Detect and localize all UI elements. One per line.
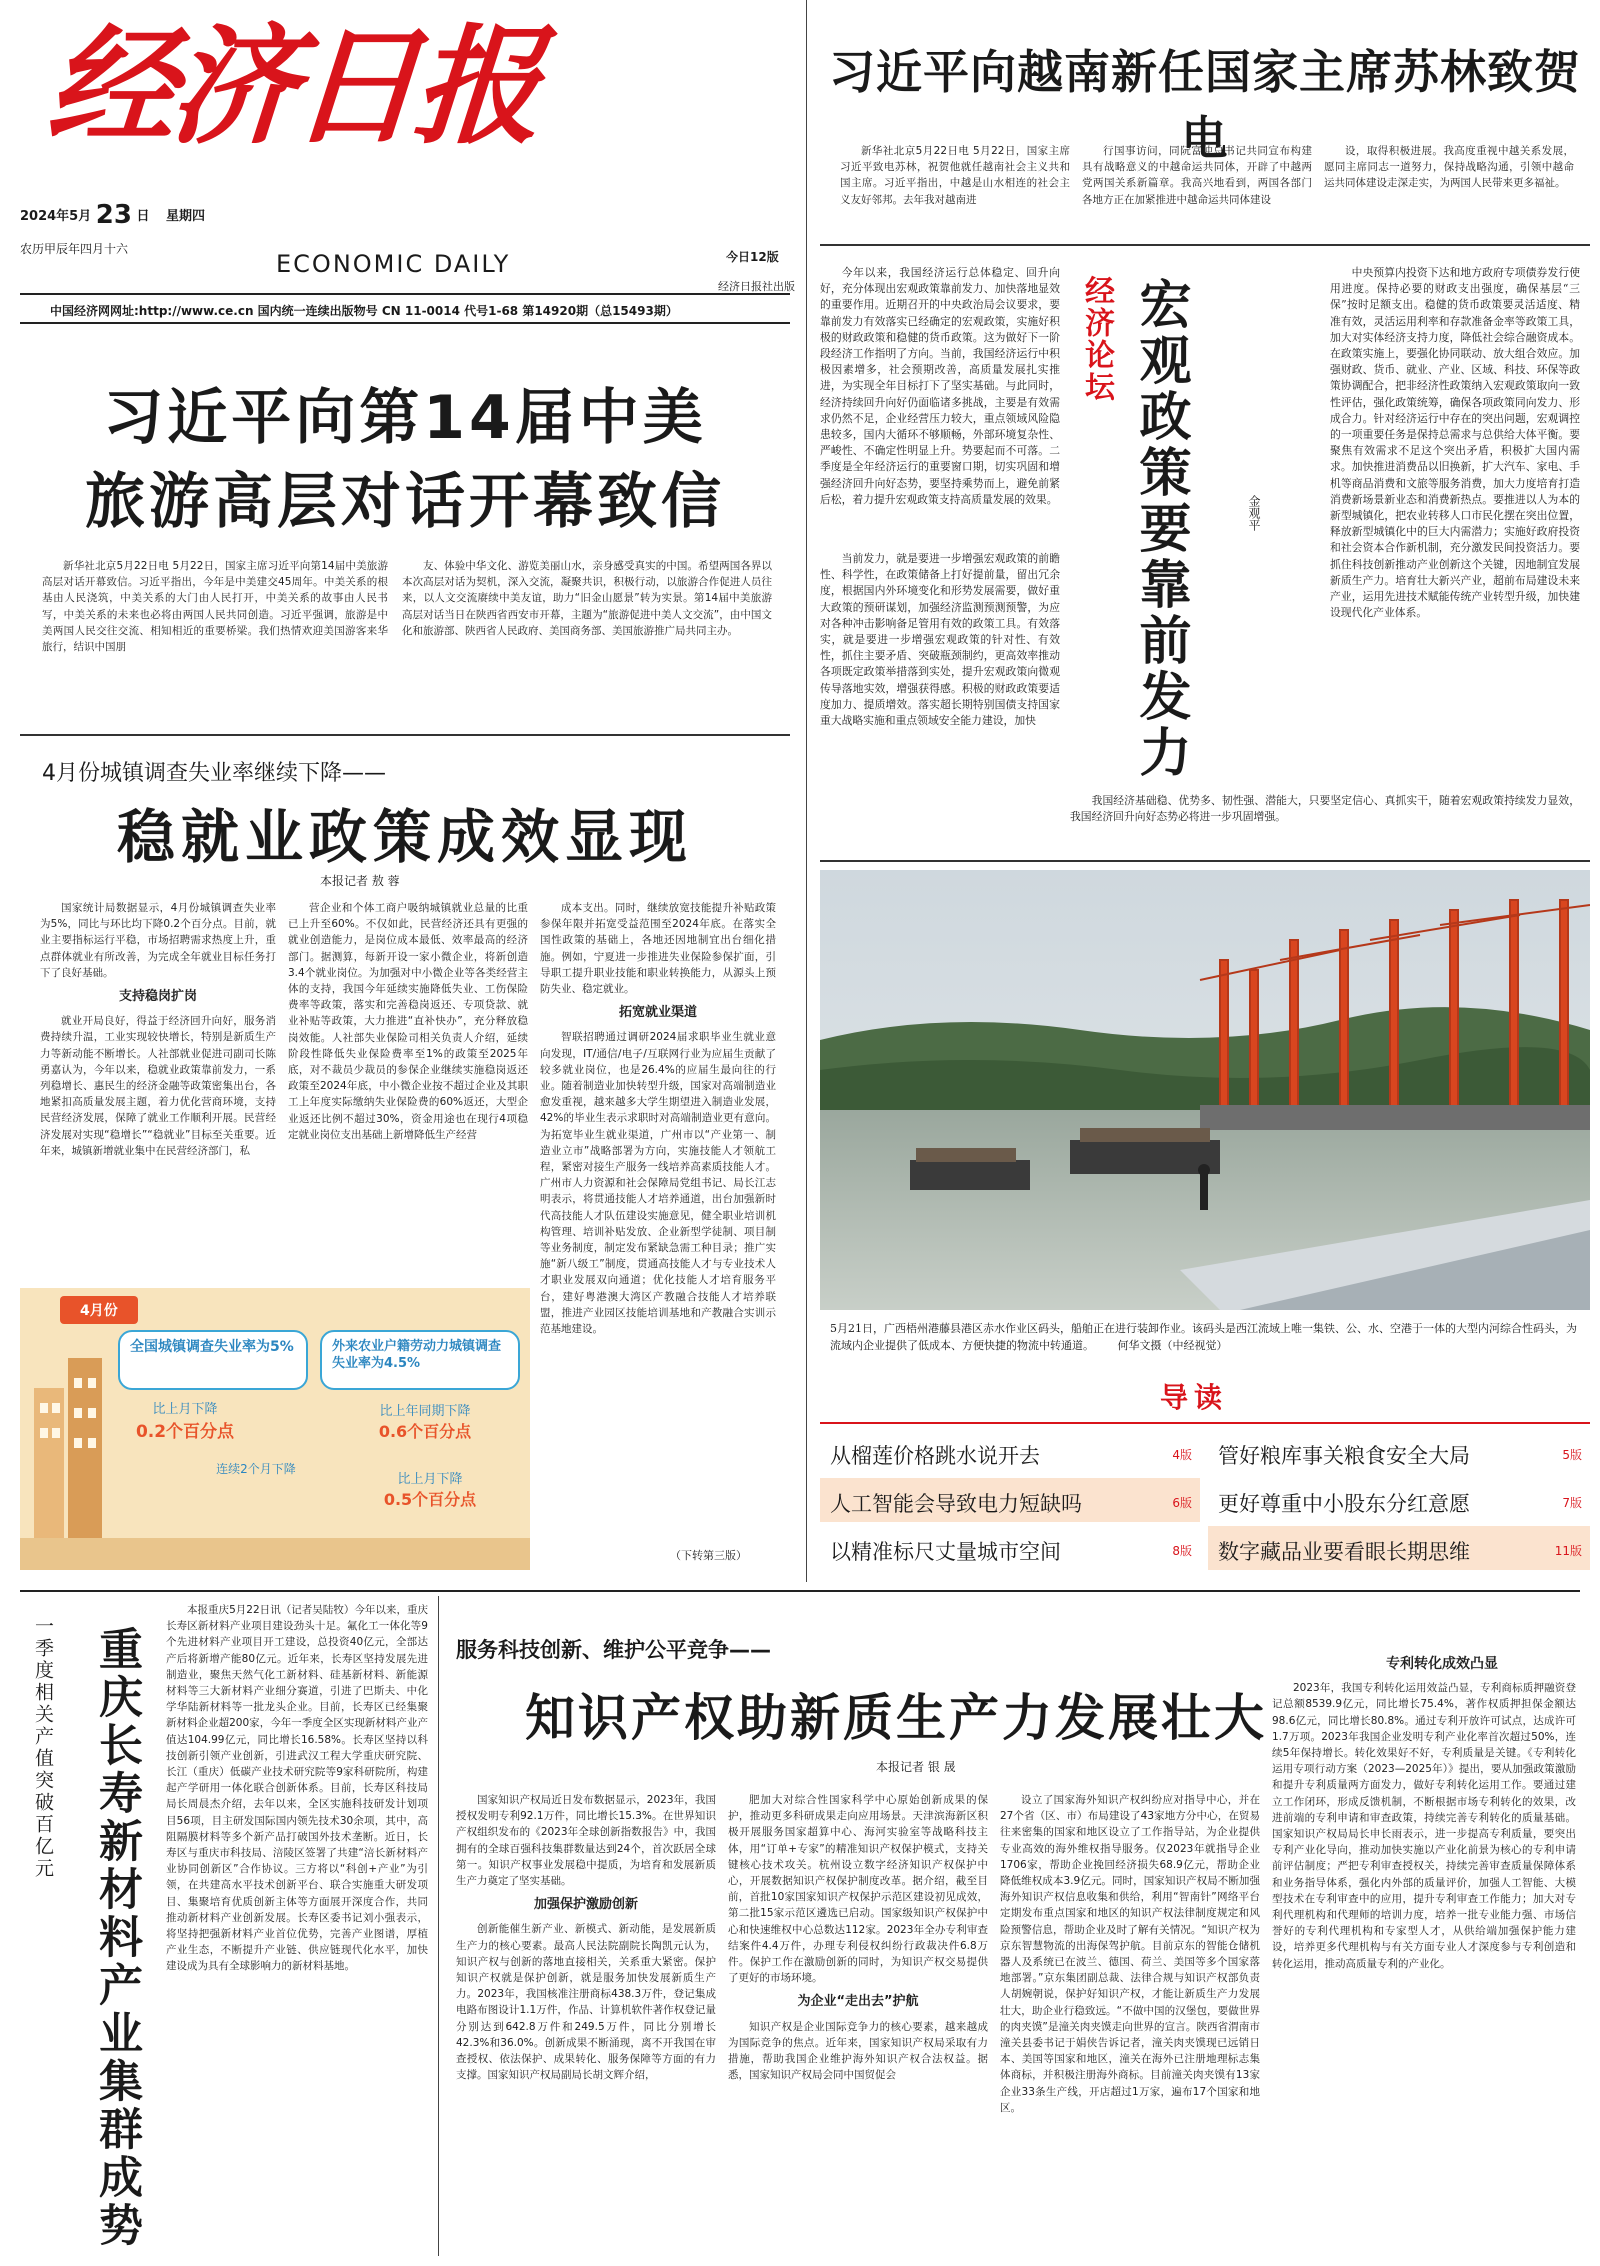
ip-col-4: 专利转化成效凸显 2023年，我国专利转化运用效益凸显，专利商标质押融资登记总额8539.9亿元，同比增长75.4%，著作权质押担保金额达98.6亿元，同比增长80.8%。通过专利开放许可试点，达成许可1.7万项。2023年我国企业发明专利产业化率首次超过50%，连续5年保持增长。转化效果好不好，专利质量是关键。《专利转化运用专项行动方案（2023—2025年）》提出，要从加强政策激励和提升专利质量两方面发力，做好专利转化运用工作。要通过建立工作闭环，形成反馈机制，不断根据市场专利转化的效果，改进前端的专利申请和审查政策，持续完善专利转化的质量基础。国家知识产权局局长申长雨表示，进一步提高专利质量，要突出专利产业化导向，推动加快实施以产业化前景为核心的专利申请前评估制度；严把专利审查授权关，持续完善审查质量保障体系和业务指导体系，强化内外部的质量评价，加强人工智能、大模型技术在专利审查中的应用，提升专利审查工作能力；加大对专利代理机构和代理师的培训力度，培养一批专业能力强、市场信誉好的专利代理机构和专家型人才，从供给端加强保护能力建设，培养更多代理机构与有关方面专业人才深度参与专利创造和转化运用，推动高质量专利的产业化。 <box>1272 1656 1576 1970</box>
emp-col-1: 国家统计局数据显示，4月份城镇调查失业率为5%，同比与环比均下降0.2个百分点。目前，就业主要指标运行平稳，市场招聘需求热度上升，重点群体就业有所改善，为完成全年就业目标任务打下了良好基础。 支持稳岗扩岗 就业开局良好，得益于经济回升向好，服务消费持续升温，工业实现较快增长，特别是新质生产力等新动能不断增长。人社部就业促进司副司长陈勇嘉认为，今年以来，稳就业政策靠前发力，一系列稳增长、惠民生的经济金融等政策密集出台，各地紧扣高质量发展主题，着力优化营商环境，支持民营经济发展，保障了就业工作顺利开展。民营经济发展对实现“稳增长”“稳就业”目标至关重要。近年来，城镇新增就业集中在民营经济部门，私 <box>40 902 276 1157</box>
vietnam-col-3: 设，取得积极进展。我高度重视中越关系发展，愿同主席同志一道努力，保持战略沟通，引领中越命运共同体建设走深走实，为两国人民带来更多福祉。 <box>1324 145 1574 190</box>
subhead-protection: 加强保护激励创新 <box>533 1897 638 1913</box>
unemployment-infographic <box>20 1288 530 1570</box>
port-photo <box>820 870 1590 1310</box>
photo-credit: 何华文摄（中经视觉） <box>1117 1339 1228 1352</box>
forum-tail: 我国经济基础稳、优势多、韧性强、潜能大，只要坚定信心、真抓实干，随着宏观政策持续发力显效，我国经济回升向好态势必将进一步巩固增强。 <box>1070 794 1580 824</box>
ip-byline: 本报记者 银 晟 <box>876 1760 956 1774</box>
guide-title: 导读 <box>1160 1381 1229 1414</box>
vietnam-article <box>820 0 1590 240</box>
emp-col-3: 成本支出。同时，继续放宽技能提升补贴政策参保年限并拓宽受益范围至2024年底。在落实全国性政策的基础上，各地还因地制宜出台细化措施。例如，宁夏进一步推进失业保险参保扩面，引导职工提升职业技能和职业转换能力，从源头上预防失业、稳定就业。 拓宽就业渠道 智联招聘通过调研2024届求职毕业生就业意向发现，IT/通信/电子/互联网行业为应届生贡献了较多就业岗位，也是26.4%的应届生最向往的行业。随着制造业加快转型升级，国家对高端制造业愈发重视，越来越多大学生期望进入制造业发展，42%的毕业生表示求职时对高端制造业更有意向。为拓宽毕业生就业渠道，广州市以“产业第一、制造业立市”战略部署为方向，实施技能人才领航工程，紧密对接生产服务一线培养高素质技能人才。广州市人力资源和社会保障局党组书记、局长江志明表示，将贯通技能人才培养通道，出台加强新时代高技能人才队伍建设实施意见，健全职业培训机构管理、培训补贴发放、企业新型学徒制、项目制等业务制度，制定发布紧缺急需工种目录；推广实施“新八级工”制度，贯通高技能人才与专业技术人才职业发展双向通道；优化技能人才培育服务平台，建好粤港澳大湾区产教融合技能人才培养联盟，推进产业园区技能培训基地和产教融合实训示范基地建设。 <box>540 902 776 1336</box>
forum-col-2: 中央预算内投资下达和地方政府专项债券发行使用进度。保持必要的财政支出强度，确保基层“三保”按时足额支出。稳健的货币政策要灵活适度、精准有效，灵活运用利率和存款准备金率等政策工具，加大对实体经济支持力度，降低社会综合融资成本。在政策实施上，要强化协同联动、放大组合效应。加强财政、货币、就业、产业、区域、科技、环保等政策协调配合，把非经济性政策纳入宏观政策取向一致性评估，强化政策统筹，确保各项政策同向发力、形成合力。针对经济运行中存在的突出问题，宏观调控的一项重要任务是保持总需求与总供给大体平衡。要聚焦有效需求不足这个突出矛盾，积极扩大国内需求。加快推进消费品以旧换新，扩大汽车、家电、手机等商品消费和文旅等服务消费，加大力度培育打造消费新场景新业态和消费新热点。要推进以人为本的新型城镇化，把农业转移人口市民化摆在突出位置，释放新型城镇化中的巨大内需潜力；实施好政府投资和社会资本合作新机制，充分激发民间投资活力。要抓住科技创新推动产业创新这个关键，因地制宜发展新质生产力。培育壮大新兴产业，超前布局建设未来产业，运用先进技术赋能传统产业转型升级，加快建设现代化产业体系。 <box>1330 266 1580 620</box>
section-rule <box>20 1590 1580 1592</box>
guide-item[interactable]: 更好尊重中小股东分红意愿 7版 <box>1208 1478 1590 1522</box>
subhead-expand-channels: 拓宽就业渠道 <box>618 1005 697 1021</box>
vietnam-col-2: 行国事访问，同阮富仲总书记共同宣布构建具有战略意义的中越命运共同体，开辟了中越两党两国关系新篇章。我高兴地看到，两国各部门各地方正在加紧推进中越命运共同体建设 <box>1082 145 1312 206</box>
newspaper-logo: 经济日报 <box>42 12 542 162</box>
chongqing-headline: 重庆长寿新材料产业集群成势 <box>91 1626 142 2250</box>
publication-info: 中国经济网网址:http://www.ce.cn 国内统一连续出版物号 CN 11-0014 代号1-68 第14920期（总15493期） <box>50 304 678 318</box>
stat-migrant-yoy: 比上年同期下降 0.6个百分点 <box>378 1404 472 1441</box>
chongqing-body: 本报重庆5月22日讯（记者吴陆牧）今年以来，重庆长寿区新材料产业项目建设劲头十足。氟化工一体化等9个先进材料产业项目开工建设，总投资40亿元，全部达产后将新增产能80亿元。近年来，长寿区坚持发展先进制造业，聚焦天然气化工新材料、硅基新材料、新能源材料等三大新材料产业细分赛道，引进了巴斯夫、中化学华陆新材料等一批龙头企业。目前，长寿区已经集聚新材料企业超200家，今年一季度全区实现新材料产业产值达104.99亿元，同比增长16.58%。长寿区坚持以科技创新引领产业创新，引进武汉工程大学重庆研究院、长江（重庆）低碳产业技术研究院等9家科研院所，构建起产学研用一体化联合创新体系。目前，长寿区科技局局长周晨杰介绍，去年以来，全区实施科技研发计划项目56项，目主研发国际国内领先技术30余项，其中，高阻隔膜材料等多个新产品打破国外技术垄断。近日，长寿区与重庆市科技局、涪陵区签署了共建“涪长新材料产业协同创新区”合作协议。三方将以“科创+产业”为引领，在共建高水平技术创新平台、联合实施重大研发项目、集聚培育优质创新主体等方面展开深度合作，共同推动新材料产业创新发展。长寿区委书记刘小强表示，将坚持把强新材料产业首位优势，完善产业图谱，厚植产业生态，不断提升产业链、供应链现代化水平，加快建设成为具有全球影响力的新材料基地。 <box>166 1604 428 1973</box>
lead-article <box>20 330 790 710</box>
employment-kicker: 4月份城镇调查失业率继续下降—— <box>42 761 386 786</box>
lead-col-1: 新华社北京5月22日电 5月22日，国家主席习近平向第14届中美旅游高层对话开幕致信。习近平指出，今年是中美建交45周年。中美关系的根基由人民浇筑，中美关系的大门由人民打开，中美关系的故事由人民书写，中美关系的未来也必将由两国人民共同创造。习近平强调，旅游是中美两国人民交往交流、相知相近的重要桥梁。我们热情欢迎美国游客来华旅行，结识中国朋 <box>42 560 388 654</box>
stat-migrant-rate: 外来农业户籍劳动力城镇调查失业率为4.5% <box>320 1330 520 1390</box>
guide-rule <box>820 1422 1590 1424</box>
stat-migrant-mom: 比上月下降 0.5个百分点 <box>383 1472 477 1509</box>
employment-byline: 本报记者 敖 蓉 <box>320 874 400 888</box>
ip-col-1: 国家知识产权局近日发布数据显示，2023年，我国授权发明专利92.1万件，同比增长15.3%。在世界知识产权组织发布的《2023年全球创新指数报告》中，我国拥有的全球百强科技集群数量达到24个，首次跃居全球第一。知识产权事业发展稳中提质，为培育和发展新质生产力奠定了坚实基础。 加强保护激励创新 创新能催生新产业、新模式、新动能，是发展新质生产力的核心要素。最高人民法院副院长陶凯元认为，知识产权与创新的落地直接相关，关系重大紧密。保护知识产权就是保护创新，就是服务加快发展新质生产力。2023年，我国核准注册商标438.3万件，登记集成电路布图设计1.1万件，作品、计算机软件著作权登记量分别达到642.8万件和249.5万件，同比分别增长42.3%和36.0%。创新成果不断涌现，离不开我国在审查授权、依法保护、成果转化、服务保障等方面的有力支撑。国家知识产权局副局长胡文辉介绍， <box>456 1794 716 2082</box>
employment-headline: 稳就业政策成效显现 <box>116 803 693 871</box>
forum-tag: 经济论坛 <box>1079 275 1114 403</box>
forum-col-1b: 当前发力，就是要进一步增强宏观政策的前瞻性、科学性，在政策储备上打好提前量，留出冗余度，根据国内外环境变化和形势发展需要，做好重大政策的预研谋划，加强经济监测预测预警，为应对各种冲击影响备足管用有效的政策工具。有效落实，就是要进一步增强宏观政策的针对性、有效性，抓住主要矛盾、突破瓶颈制约，更高效率推动各项既定政策举措落到实处，提升宏观政策向微观传导落地实效，增强获得感。积极的财政政策要适度加力、提质增效。落实超长期特别国债支持国家重大战略实施和重点领域安全能力建设，加快 <box>820 552 1060 728</box>
vietnam-col-1: 新华社北京5月22日电 5月22日，国家主席习近平致电苏林，祝贺他就任越南社会主义共和国主席。习近平指出，中越是山水相连的社会主义友好邻邦。去年我对越南进 <box>840 145 1070 206</box>
guide-item[interactable]: 从榴莲价格跳水说开去 4版 <box>820 1430 1200 1474</box>
headline-lead-1: 习近平向第14届中美 <box>103 383 707 453</box>
chongqing-article <box>20 1596 436 2256</box>
headline-vietnam: 习近平向越南新任国家主席苏林致贺电 <box>829 45 1581 165</box>
stat-consecutive: 连续2个月下降 <box>216 1462 296 1476</box>
emp-col-2: 营企业和个体工商户吸纳城镇就业总量的比重已上升至60%。不仅如此，民营经济还具有更强的就业创造能力，是岗位成本最低、效率最高的经济部门。据测算，每新开设一家小微企业，将新创造3.4个就业岗位。为加强对中小微企业等各类经营主体的支持，我国今年延续实施降低失业、工伤保险费率等政策，落实和完善稳岗返还、专项贷款、就业补贴等政策，大力推进“直补快办”，充分释放稳岗效能。人社部失业保险司相关负责人介绍，延续阶段性降低失业保险费率至1%的政策至2025年底，对不裁员少裁员的参保企业继续实施稳岗返还政策至2024年底，中小微企业按不超过企业及其职工上年度实际缴纳失业保险费的60%返还，大型企业返还比例不超过30%，资金用途也在现行4项稳定就业岗位支出基础上新增降低生产经营 <box>288 902 528 1141</box>
guide-box <box>820 1366 1590 1582</box>
headline-lead-2: 旅游高层对话开幕致信 <box>85 467 725 537</box>
guide-item[interactable]: 数字藏品业要看眼长期思维 11版 <box>1208 1526 1590 1570</box>
subhead-going-global: 为企业“走出去”护航 <box>797 1994 919 2010</box>
english-title: ECONOMIC DAILY <box>276 250 511 278</box>
ip-col-3: 设立了国家海外知识产权纠纷应对指导中心，并在27个省（区、市）布局建设了43家地方分中心，在贸易往来密集的国家和地区设立了工作指导站，为企业提供专业高效的海外维权指导服务。仅2023年就指导企业1706家，帮助企业挽回经济损失68.9亿元，帮助企业降低维权成本3.9亿元。同时，国家知识产权局不断加强海外知识产权信息收集和供给，利用“智南针”网络平台定期发布重点国家和地区的知识产权法律制度规定和风险预警信息，帮助企业及时了解有关情况。“知识产权为京东智慧物流的出海保驾护航。目前京东的智能仓储机器人及系统已在波兰、德国、荷兰、美国等多个国家落地部署。”京东集团副总裁、法律合规与知识产权部负责人胡婉朝说，保护好知识产权，才能让新质生产力发展壮大，助企业行稳致远。“不做中国的汉堡包，要做世界的肉夹馍”是潼关肉夹馍走向世界的宣言。陕西省渭南市潼关县委书记于娟侠告诉记者，潼关肉夹馍现已远销日本、美国等国家和地区，潼关在海外已注册地理标志集体商标，并积极注册海外商标。目前潼关肉夹馍有13家企业33条生产线，开店超过1万家，遍布17个国家和地区。 <box>1000 1794 1260 2114</box>
forum-article <box>820 255 1590 855</box>
publisher: 经济日报社出版 <box>718 280 795 293</box>
guide-list <box>820 1430 1590 1580</box>
subhead-stable-jobs: 支持稳岗扩岗 <box>118 989 197 1005</box>
photo-caption: 5月21日，广西梧州港藤县港区赤水作业区码头，船舶正在进行装卸作业。该码头是西江流域上唯一集铁、公、水、空港于一体的大型内河综合性码头，为流域内企业提供了低成本、方便快捷的物流中转通道。 何华文摄（中经视觉） <box>830 1322 1577 1352</box>
building-illustration <box>30 1348 110 1548</box>
infographic-ground <box>20 1538 530 1570</box>
ip-headline: 知识产权助新质生产力发展壮大 <box>525 1689 1267 1747</box>
forum-col-1: 今年以来，我国经济运行总体稳定、回升向好，充分体现出宏观政策靠前发力、加快落地显效的重要作用。近期召开的中央政治局会议要求，要靠前发力有效落实已经确定的宏观政策，实施好积极的财政政策和稳健的货币政策。这为做好下一阶段经济工作指明了方向。当前，我国经济运行中积极因素增多，社会预期改善，高质量发展扎实推进，为实现全年目标打下了坚实基础。与此同时，经济持续回升向好仍面临诸多挑战，主要是有效需求仍然不足，企业经营压力较大，重点领域风险隐患较多，国内大循环不够顺畅，外部环境复杂性、严峻性、不确定性明显上升。势要起而不可落。二季度是全年经济运行的重要窗口期，切实巩固和增强经济回升向好态势，要坚持乘势而上，避免前紧后松，着力提升宏观政策支持高质量发展的效果。 <box>820 266 1060 506</box>
forum-headline: 宏观政策要靠前发力 <box>1130 277 1190 781</box>
issue-date: 2024年5月 23 日 星期四 <box>20 200 206 230</box>
masthead-rule <box>20 293 790 295</box>
guide-item[interactable]: 管好粮库事关粮食安全大局 5版 <box>1208 1430 1590 1474</box>
lunar-date: 农历甲辰年四月十六 <box>20 242 129 256</box>
lead-col-2: 友、体验中华文化、游览美丽山水，亲身感受真实的中国。希望两国各界以本次高层对话为契机，深入交流，凝聚共识，积极行动，以旅游合作促进人员往来，以人文交流赓续中美友谊，助力“旧金山愿景”转为实景。第14届中美旅游高层对话当日在陕西省西安市开幕，主题为“旅游促进中美人文交流”，由中国文化和旅游部、陕西省人民政府、美国商务部、美国旅游推广局共同主办。 <box>402 560 772 637</box>
chongqing-kicker: 一季度相关产值突破百亿元 <box>32 1616 54 1880</box>
page-count: 今日12版 <box>726 250 779 264</box>
ip-article <box>446 1596 1586 2256</box>
issue-day: 23 <box>95 200 132 230</box>
ip-col-2: 肥加大对综合性国家科学中心原始创新成果的保护，推动更多科研成果走向应用场景。天津滨海新区积极开展服务国家超算中心、海河实验室等战略科技主体，用“订单+专家”的精准知识产权保护模式，支持关键核心技术攻关。杭州设立数字经济知识产权保护中心，开展数据知识产权保护制度改革。据介绍，截至目前，首批10家国家知识产权保护示范区建设初见成效，第二批15家示范区遴选已启动。国家级知识产权保护中心和快速维权中心总数达112家。2023年全办专利审查结案件4.4万件，办理专利侵权纠纷行政裁决件6.8万件。保护工作在激励创新的同时，为知识产权交易提供了更好的市场环境。 为企业“走出去”护航 知识产权是企业国际竞争力的核心要素，越来越成为国际竞争的焦点。近年来，国家知识产权局采取有力措施，帮助我国企业维护海外知识产权合法权益。据悉，国家知识产权局会同中国贸促会 <box>728 1794 988 2082</box>
stat-national-rate: 全国城镇调查失业率为5% <box>118 1330 308 1390</box>
ip-kicker: 服务科技创新、维护公平竞争—— <box>456 1638 771 1662</box>
forum-author: 金观平 <box>1247 495 1261 531</box>
continued-note: （下转第三版） <box>670 1549 747 1562</box>
subhead-transformation: 专利转化成效凸显 <box>1386 1656 1498 1672</box>
employment-article <box>20 740 790 1580</box>
guide-item[interactable]: 以精准标尺丈量城市空间 8版 <box>820 1526 1200 1570</box>
month-tag: 4月份 <box>60 1296 138 1324</box>
guide-item[interactable]: 人工智能会导致电力短缺吗 6版 <box>820 1478 1200 1522</box>
column-divider <box>806 0 807 1582</box>
stat-national-change: 比上月下降 0.2个百分点 <box>135 1402 235 1442</box>
masthead <box>0 0 800 293</box>
